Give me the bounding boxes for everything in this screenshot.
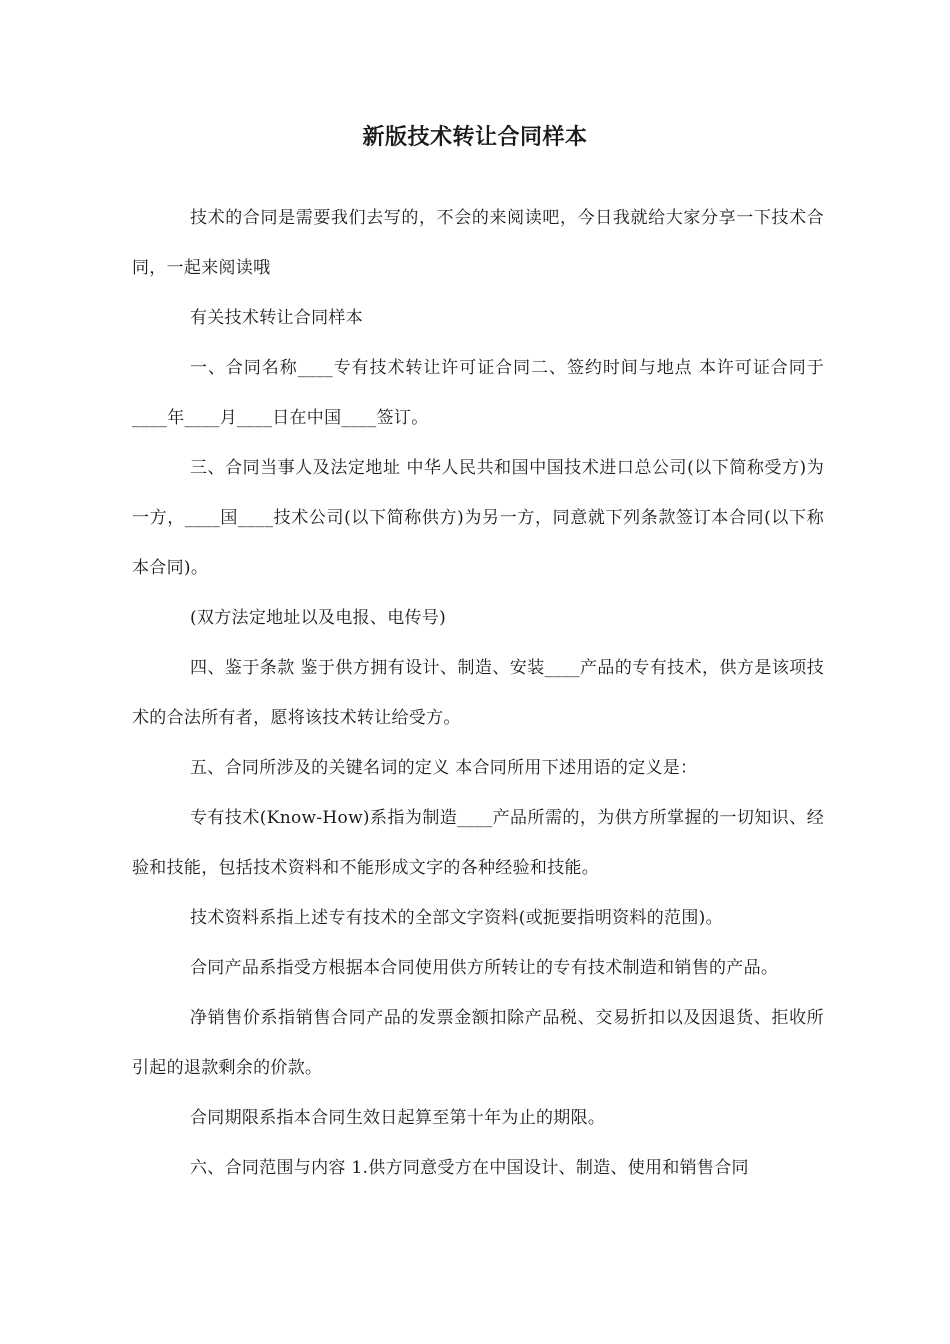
paragraph-definition-technical-data: 技术资料系指上述专有技术的全部文字资料(或扼要指明资料的范围)。 — [190, 908, 723, 928]
document-body — [132, 193, 824, 1193]
paragraph-section-6: 六、合同范围与内容 1.供方同意受方在中国设计、制造、使用和销售合同 — [190, 1158, 749, 1178]
paragraph-definition-contract-product: 合同产品系指受方根据本合同使用供方所转让的专有技术制造和销售的产品。 — [190, 958, 779, 978]
paragraph-section-3: 三、合同当事人及法定地址 中华人民共和国中国技术进口总公司(以下简称受方)为一方，____国____技术公司(以下简称供方)为另一方，同意就下列条款签订本合同(以下称本合同)。 — [132, 458, 824, 578]
paragraph-addresses-note: (双方法定地址以及电报、电传号) — [190, 608, 447, 628]
paragraph-section-1-2: 一、合同名称____专有技术转让许可证合同二、签约时间与地点 本许可证合同于____年____月____日在中国____签订。 — [132, 358, 824, 428]
paragraph-definition-know-how: 专有技术(Know-How)系指为制造____产品所需的，为供方所掌握的一切知识、经验和技能，包括技术资料和不能形成文字的各种经验和技能。 — [132, 808, 824, 878]
paragraph-definition-net-price: 净销售价系指销售合同产品的发票金额扣除产品税、交易折扣以及因退货、拒收所引起的退款剩余的价款。 — [132, 1008, 824, 1078]
paragraph-intro: 技术的合同是需要我们去写的，不会的来阅读吧，今日我就给大家分享一下技术合同，一起来阅读哦 — [132, 208, 824, 278]
paragraph-section-4: 四、鉴于条款 鉴于供方拥有设计、制造、安装____产品的专有技术，供方是该项技术的合法所有者，愿将该技术转让给受方。 — [132, 658, 824, 728]
paragraph-definition-term: 合同期限系指本合同生效日起算至第十年为止的期限。 — [190, 1108, 606, 1128]
paragraph-heading: 有关技术转让合同样本 — [190, 308, 363, 328]
paragraph-section-5: 五、合同所涉及的关键名词的定义 本合同所用下述用语的定义是： — [190, 758, 698, 778]
document-title: 新版技术转让合同样本 — [362, 125, 588, 150]
